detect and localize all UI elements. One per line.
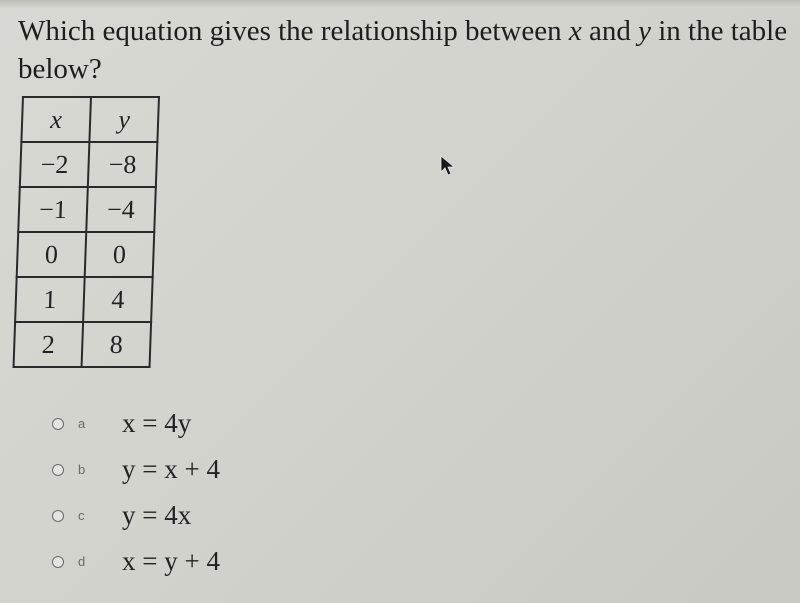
xy-table xyxy=(13,96,160,368)
question-var-x: x xyxy=(568,15,582,47)
question-text xyxy=(18,12,788,88)
table-row xyxy=(18,187,156,232)
option-d[interactable] xyxy=(52,544,332,590)
option-a[interactable] xyxy=(52,406,332,452)
radio-button[interactable] xyxy=(52,510,64,522)
question-part: Which equation gives the relationship between xyxy=(18,15,569,47)
option-letter: b xyxy=(78,462,86,477)
table-cell-y: −4 xyxy=(86,187,156,232)
table-cell-y: −8 xyxy=(88,142,158,187)
table-cell-x: −2 xyxy=(20,142,90,187)
table-row xyxy=(20,142,158,187)
answer-options xyxy=(52,406,332,590)
radio-button[interactable] xyxy=(52,418,64,430)
option-letter: c xyxy=(78,508,85,523)
table-row xyxy=(17,232,155,277)
table-cell-x: 0 xyxy=(17,232,87,277)
option-equation: y = 4x xyxy=(122,500,192,530)
table-header-row xyxy=(21,97,159,142)
table-cell-y: 8 xyxy=(82,322,152,367)
option-equation: x = y + 4 xyxy=(122,546,220,576)
radio-button[interactable] xyxy=(52,464,64,476)
option-letter: a xyxy=(78,416,86,431)
table-cell-y: 0 xyxy=(85,232,155,277)
option-letter: d xyxy=(78,554,86,569)
option-c[interactable] xyxy=(52,498,332,544)
table-row xyxy=(14,322,152,367)
option-equation: y = x + 4 xyxy=(122,454,220,484)
table-cell-x: 2 xyxy=(14,322,84,367)
option-b[interactable] xyxy=(52,452,332,498)
table-row xyxy=(15,277,153,322)
option-equation: x = 4y xyxy=(122,408,192,438)
question-part: in the table below? xyxy=(18,15,788,85)
radio-button[interactable] xyxy=(52,556,64,568)
question-part: and xyxy=(581,15,639,47)
table-cell-x: −1 xyxy=(18,187,88,232)
question-var-y: y xyxy=(638,15,651,47)
table-cell-y: 4 xyxy=(83,277,153,322)
table-header-x: x xyxy=(21,97,91,142)
mouse-pointer-icon xyxy=(440,155,456,177)
top-edge xyxy=(0,0,800,8)
table-header-y: y xyxy=(89,97,159,142)
table-cell-x: 1 xyxy=(15,277,85,322)
